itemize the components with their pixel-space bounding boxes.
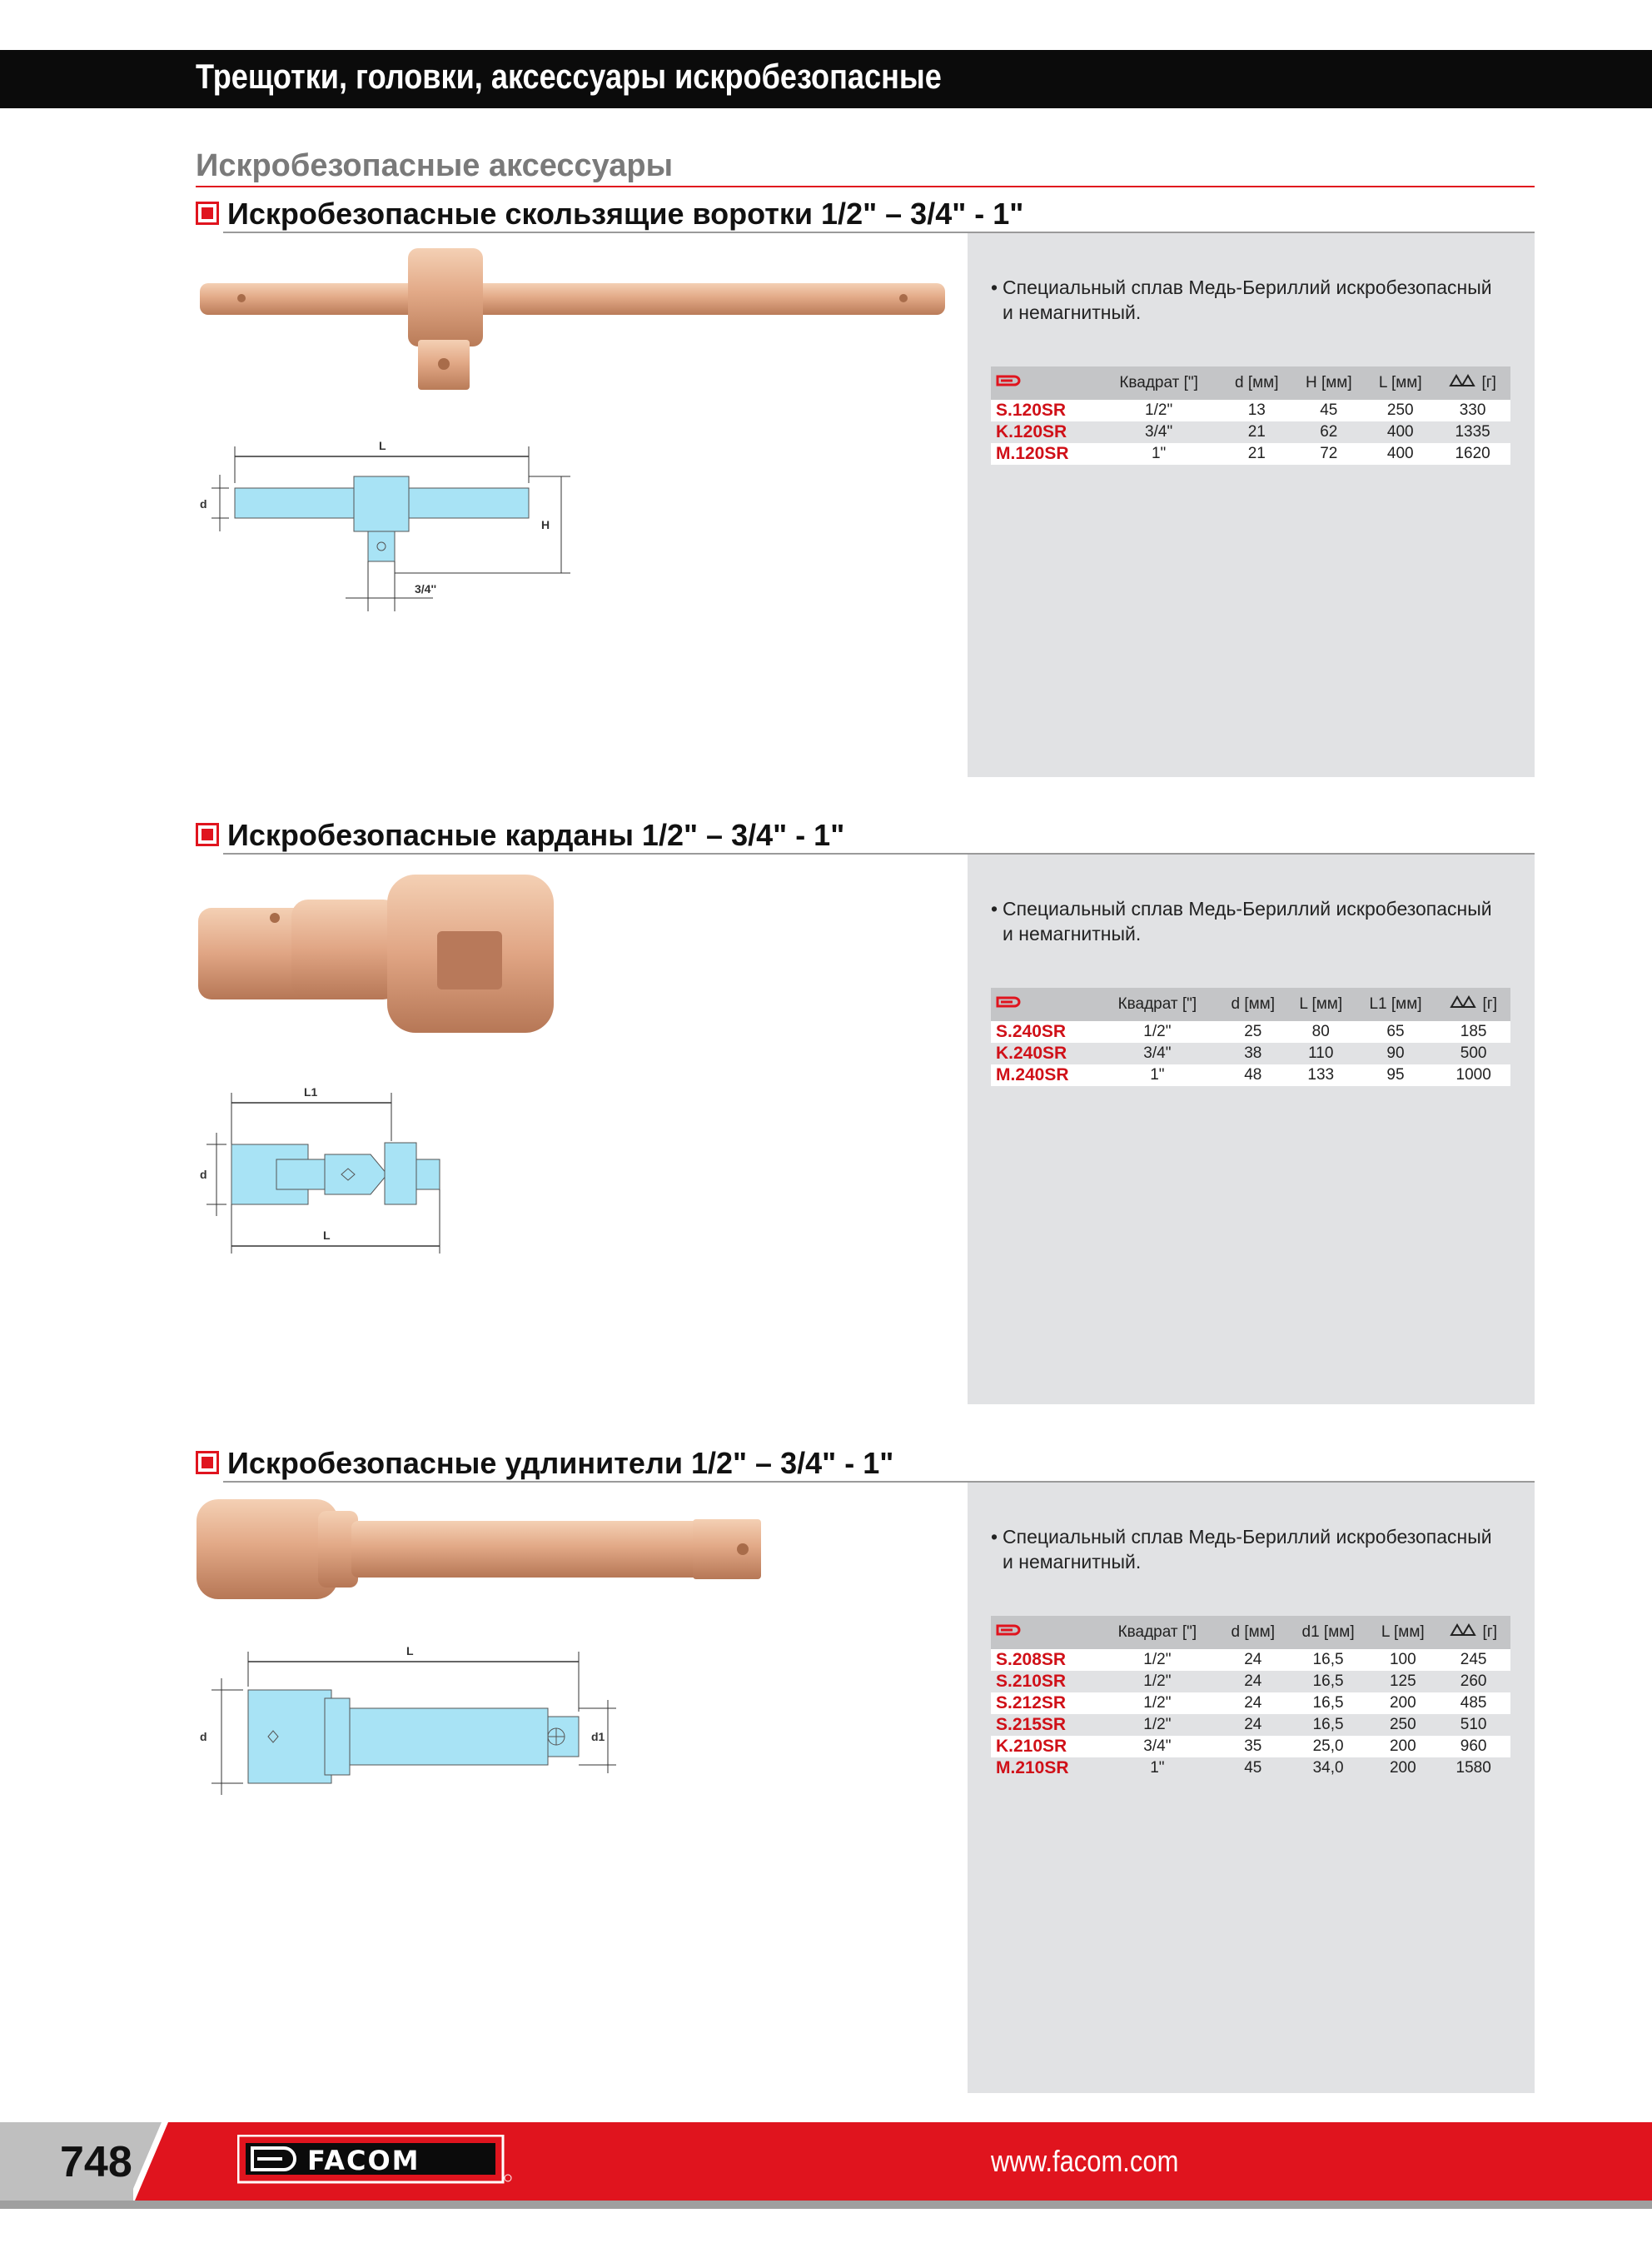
red-square-icon (196, 202, 219, 225)
spec-table-sliding-tbar (991, 366, 1510, 465)
table-row: M.240SR 1" 48 133 95 1000 (991, 1064, 1510, 1086)
footer-bottom-strip (0, 2201, 1652, 2209)
dim-label-d1: d1 (591, 1730, 605, 1743)
col-d: d [мм] (1219, 1616, 1287, 1649)
dim-label-d: d (200, 497, 207, 511)
page-header-bar (0, 50, 1652, 108)
col-square: Квадрат ["] (1096, 366, 1222, 400)
section-title-sliding-tbar (196, 197, 1023, 232)
col-weight: [г] (1436, 1616, 1510, 1649)
extension-bar-photo (193, 1491, 768, 1607)
red-square-icon (196, 823, 219, 846)
table-row: K.240SR 3/4" 38 110 90 500 (991, 1043, 1510, 1064)
universal-joint-photo (192, 866, 558, 1049)
category-heading: Искробезопасные аксессуары (196, 148, 674, 183)
universal-joint-diagram (200, 1083, 450, 1258)
table-row: S.240SR 1/2" 25 80 65 185 (991, 1021, 1510, 1043)
col-d: d [мм] (1222, 366, 1291, 400)
section-title-extension-bar (196, 1446, 893, 1481)
spec-panel-extension-bar (968, 1483, 1535, 2093)
dim-label-l: L (323, 1229, 331, 1242)
col-l: L [мм] (1366, 366, 1435, 400)
col-d: d [мм] (1219, 988, 1287, 1021)
col-weight: [г] (1435, 366, 1510, 400)
red-square-icon (196, 1451, 219, 1474)
facom-reference-icon (996, 994, 1024, 1009)
facom-reference-icon (996, 373, 1024, 388)
spec-panel-sliding-tbar (968, 233, 1535, 777)
section-title-text: Искробезопасные скользящие воротки 1/2" – 3/4" - 1" (227, 197, 1024, 231)
dim-label-l: L (406, 1645, 414, 1657)
spec-table-universal-joint (991, 988, 1510, 1086)
dim-label-h: H (541, 518, 550, 531)
footer-slant (133, 2122, 183, 2201)
section-title-text: Искробезопасные удлинители 1/2" – 3/4" - 1" (227, 1446, 894, 1480)
spec-table-extension-bar (991, 1616, 1510, 1779)
table-row: S.208SR 1/2" 24 16,5 100 245 (991, 1649, 1510, 1671)
spec-description: • Специальный сплав Медь-Бериллий искробезопасный и немагнитный. (991, 277, 1492, 323)
page-title: Трещотки, головки, аксессуары искробезопасные (196, 57, 942, 96)
facom-wordmark: FACOM (307, 2145, 420, 2176)
table-row: M.120SR 1" 21 72 400 1620 (991, 443, 1510, 465)
dim-label-l: L (379, 439, 386, 452)
website-link[interactable]: www.facom.com (991, 2144, 1179, 2178)
table-row: K.210SR 3/4" 35 25,0 200 960 (991, 1736, 1510, 1757)
col-weight: [г] (1436, 988, 1510, 1021)
category-underline (196, 186, 1535, 187)
table-row: S.120SR 1/2" 13 45 250 330 (991, 400, 1510, 421)
table-row: S.210SR 1/2" 24 16,5 125 260 (991, 1671, 1510, 1692)
dim-label-d: d (200, 1168, 207, 1181)
weight-icon (1449, 374, 1477, 387)
dim-label-square: 3/4'' (415, 582, 437, 596)
spec-description: • Специальный сплав Медь-Бериллий искробезопасный и немагнитный. (991, 1526, 1492, 1573)
facom-logo (237, 2135, 512, 2185)
spec-description: • Специальный сплав Медь-Бериллий искробезопасный и немагнитный. (991, 898, 1492, 945)
col-l1: L1 [мм] (1355, 988, 1437, 1021)
extension-bar-diagram (200, 1645, 624, 1803)
sliding-tbar-diagram (200, 433, 591, 616)
section-title-universal-joint (196, 818, 844, 853)
col-square: Квадрат ["] (1096, 988, 1219, 1021)
sliding-tbar-photo (200, 242, 949, 408)
col-l: L [мм] (1369, 1616, 1436, 1649)
dim-label-d: d (200, 1730, 207, 1743)
table-row: K.120SR 3/4" 21 62 400 1335 (991, 421, 1510, 443)
col-d1: d1 [мм] (1287, 1616, 1370, 1649)
table-row: M.210SR 1" 45 34,0 200 1580 (991, 1757, 1510, 1779)
section-title-text: Искробезопасные карданы 1/2" – 3/4" - 1" (227, 818, 845, 852)
weight-icon (1450, 995, 1478, 1009)
weight-icon (1450, 1623, 1478, 1637)
spec-panel-universal-joint (968, 855, 1535, 1404)
dim-label-l1: L1 (304, 1085, 318, 1099)
table-row: S.212SR 1/2" 24 16,5 200 485 (991, 1692, 1510, 1714)
facom-reference-icon (996, 1622, 1024, 1637)
col-h: H [мм] (1291, 366, 1366, 400)
table-row: S.215SR 1/2" 24 16,5 250 510 (991, 1714, 1510, 1736)
col-l: L [мм] (1287, 988, 1355, 1021)
page-number: 748 (60, 2138, 132, 2186)
col-square: Квадрат ["] (1096, 1616, 1219, 1649)
